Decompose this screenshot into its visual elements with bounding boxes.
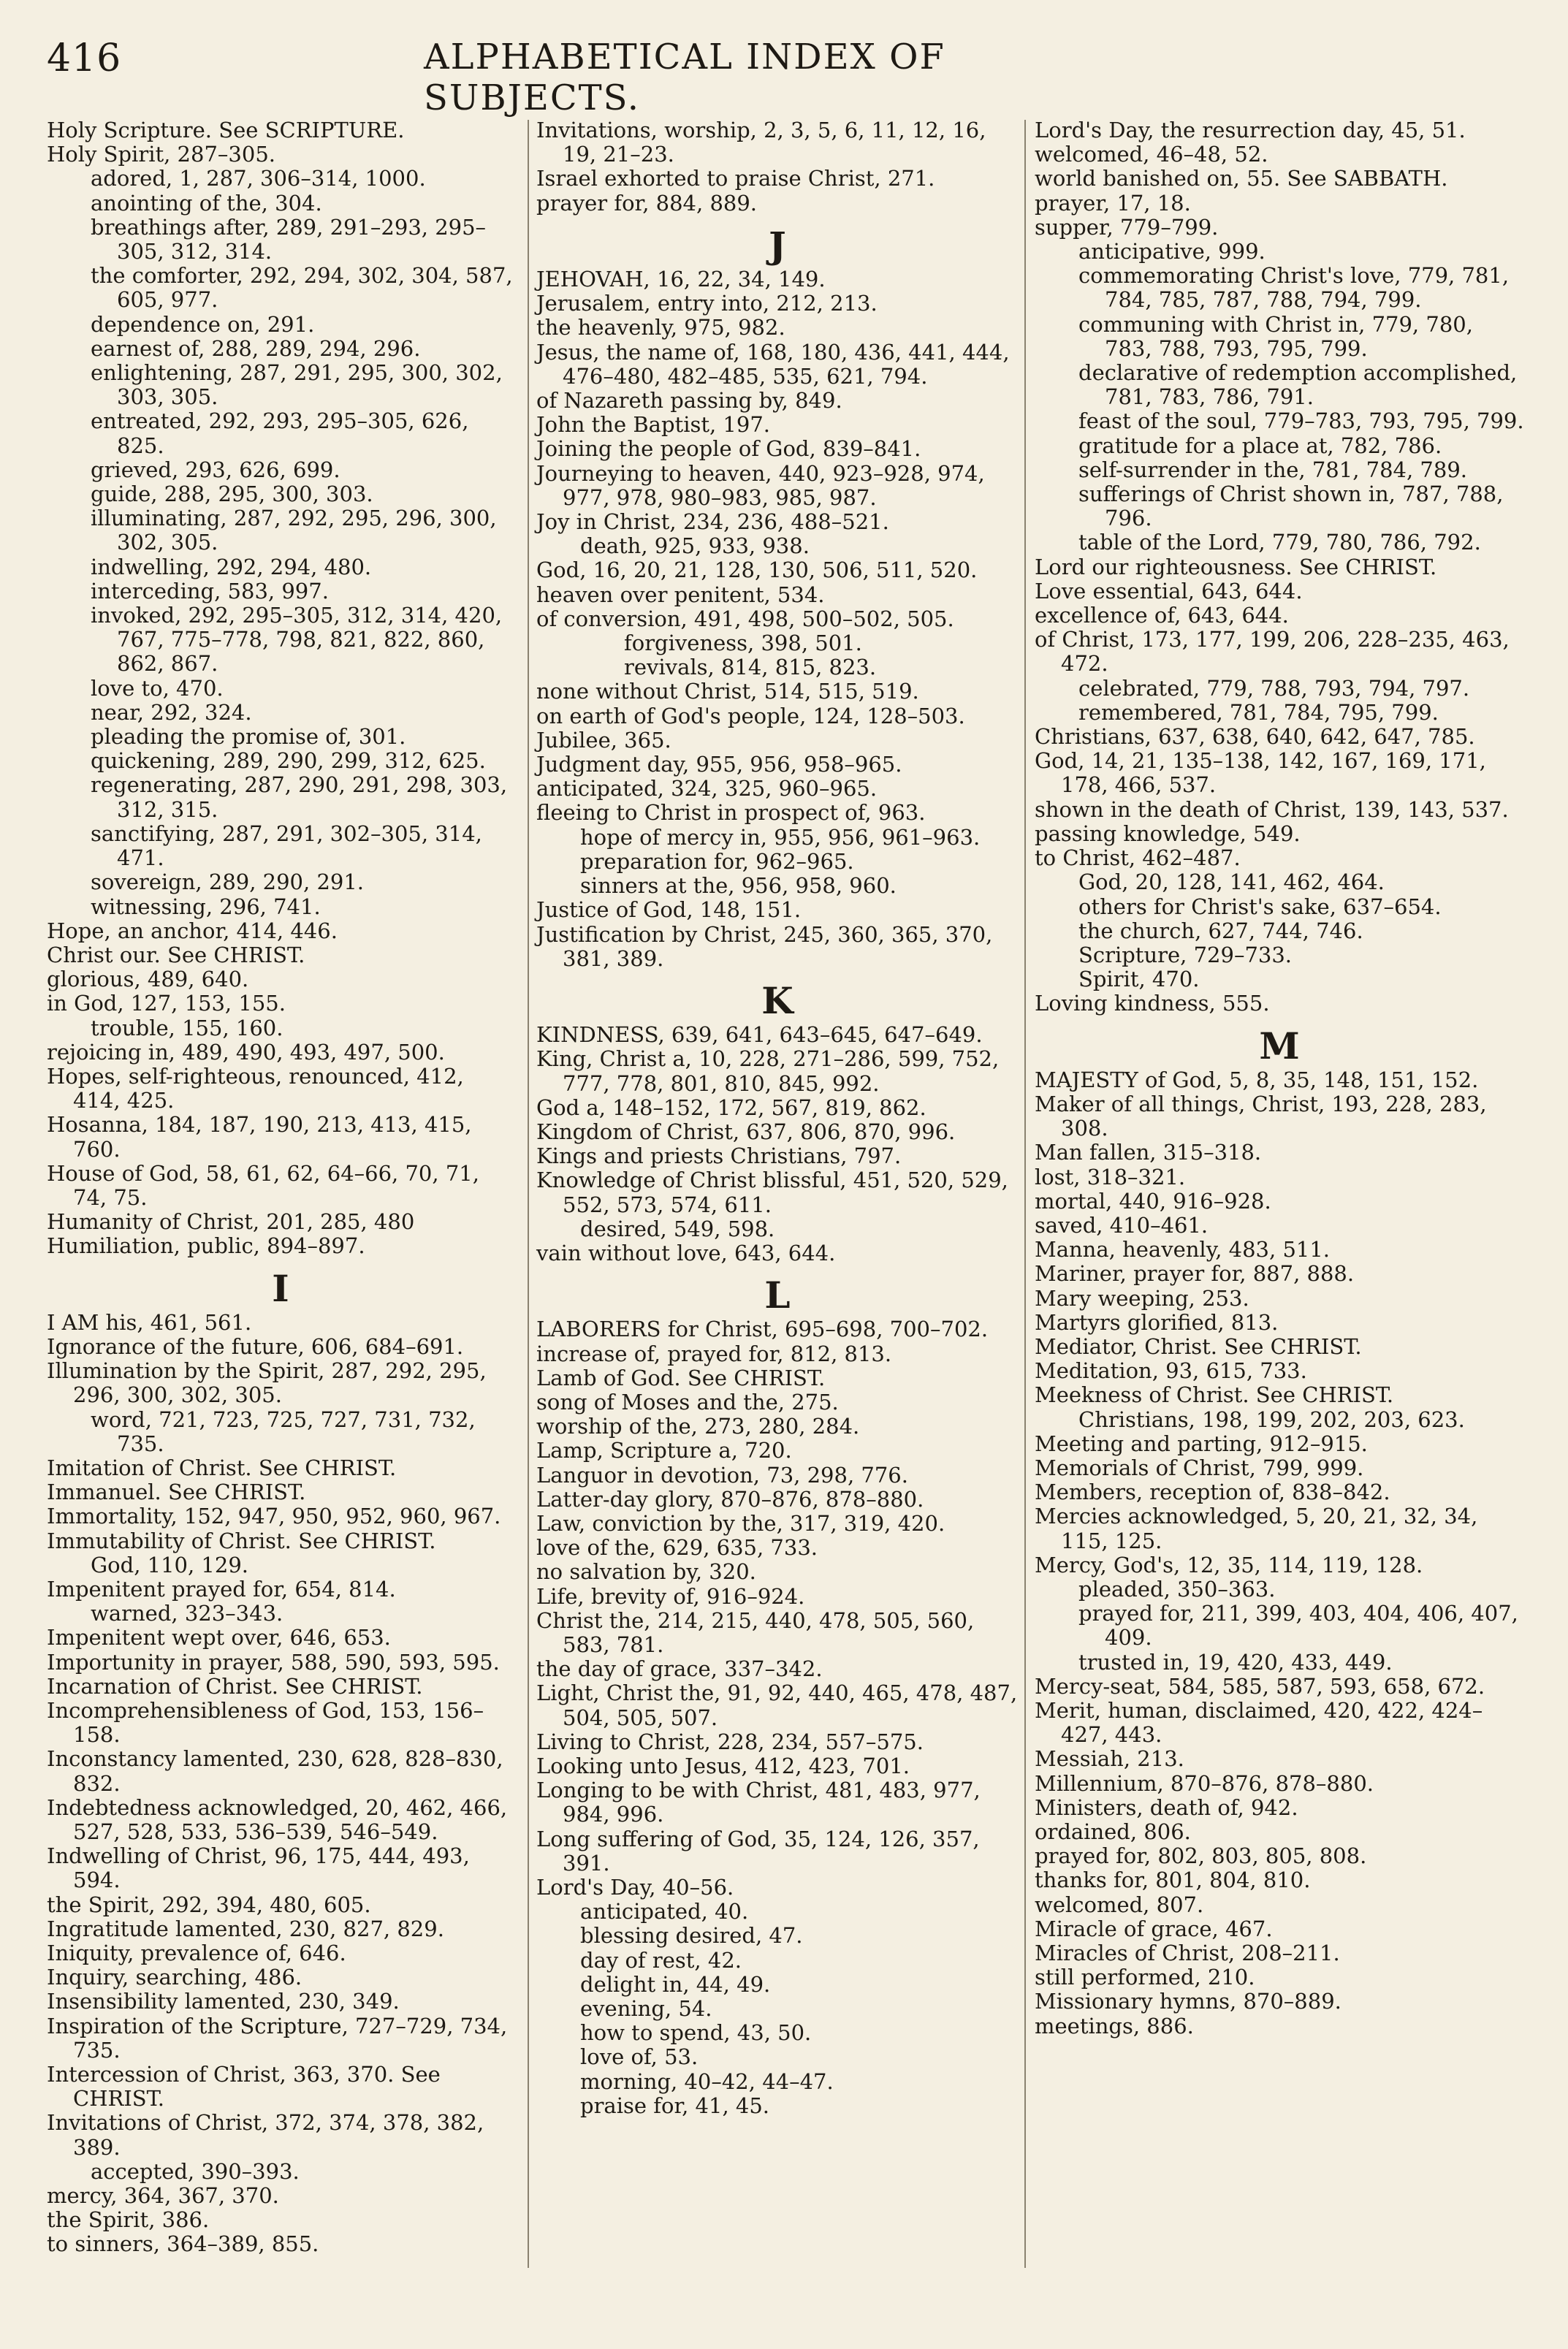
index-entry: Incarnation of Christ. See CHRIST. — [47, 1673, 423, 1699]
index-subentry: supper, 779–799. — [1035, 214, 1219, 240]
index-subentry: prayed for, 802, 803, 805, 808. — [1035, 1843, 1367, 1869]
index-entry: Holy Scripture. See SCRIPTURE. — [47, 118, 405, 142]
index-entry: Hosanna, 184, 187, 190, 213, 413, 415, 760. — [47, 1112, 472, 1162]
index-subentry: saved, 410–461. — [1035, 1212, 1209, 1238]
index-entry: Hope, an anchor, 414, 446. — [47, 918, 338, 943]
index-subentry: worship of the, 273, 280, 284. — [536, 1414, 860, 1439]
index-subentry: vain without love, 643, 644. — [536, 1240, 836, 1265]
index-entry: Light, Christ the, 91, 92, 440, 465, 478, 487, 504, 505, 507. — [536, 1680, 1018, 1730]
index-entry: Lord's Day, 40–56. — [536, 1875, 734, 1900]
index-subentry: earnest of, 288, 289, 294, 296. — [91, 335, 421, 361]
index-entry: Impenitent prayed for, 654, 814. — [47, 1576, 396, 1602]
index-entry: Immutability of Christ. See CHRIST. — [47, 1528, 436, 1553]
running-title: ALPHABETICAL INDEX OF SUBJECTS. — [424, 37, 945, 118]
index-subentry: word, 721, 723, 725, 727, 731, 732, 735. — [91, 1406, 476, 1456]
index-entry: Imitation of Christ. See CHRIST. — [47, 1455, 397, 1480]
index-entry: Incomprehensibleness of God, 153, 156–158. — [47, 1698, 484, 1748]
index-subentry: still performed, 210. — [1035, 1965, 1255, 1990]
index-entry: Meeting and parting, 912–915. — [1035, 1431, 1368, 1456]
index-column-right — [1035, 118, 1524, 2038]
index-subentry: Spirit, 470. — [1078, 967, 1200, 992]
index-subentry: no salvation by, 320. — [536, 1559, 756, 1585]
index-subentry: morning, 40–42, 44–47. — [580, 2068, 834, 2094]
index-entry: Indebtedness acknowledged, 20, 462, 466, 527, 528, 533, 536–539, 546–549. — [47, 1794, 508, 1845]
index-subentry: gratitude for a place at, 782, 786. — [1078, 433, 1442, 458]
index-entry: Mercy, God's, 12, 35, 114, 119, 128. — [1035, 1552, 1423, 1577]
index-subentry: sufferings of Christ shown in, 787, 788, 796. — [1078, 481, 1504, 531]
index-subentry: God a, 148–152, 172, 567, 819, 862. — [536, 1094, 926, 1120]
index-entry: MAJESTY of God, 5, 8, 35, 148, 151, 152. — [1035, 1067, 1479, 1092]
index-subentry: dependence on, 291. — [91, 311, 315, 337]
index-entry: Looking unto Jesus, 412, 423, 701. — [536, 1754, 910, 1778]
index-entry: Knowledge of Christ blissful, 451, 520, 529, 552, 573, 574, 611. — [536, 1168, 1008, 1217]
index-entry: Longing to be with Christ, 481, 483, 977, 984, 996. — [536, 1778, 981, 1827]
index-subentry: enlightening, 287, 291, 295, 300, 302, 303, 305. — [91, 360, 503, 410]
index-subentry: mercy, 364, 367, 370. — [47, 2183, 279, 2209]
index-subentry: communing with Christ in, 779, 780, 783, 788, 793, 795, 799. — [1078, 311, 1473, 361]
index-subentry: God, 20, 128, 141, 462, 464. — [1078, 869, 1385, 895]
index-entry: Loving kindness, 555. — [1035, 991, 1270, 1016]
index-subentry: God, 16, 20, 21, 128, 130, 506, 511, 520. — [536, 557, 978, 583]
index-entry: Meekness of Christ. See CHRIST. — [1035, 1382, 1394, 1408]
index-subentry: adored, 1, 287, 306–314, 1000. — [91, 166, 426, 191]
index-entry: Israel exhorted to praise Christ, 271. — [536, 166, 935, 191]
index-subentry: regenerating, 287, 290, 291, 298, 303, 312, 315. — [91, 772, 508, 822]
index-entry: Joy in Christ, 234, 236, 488–521. — [536, 509, 889, 535]
index-subentry: warned, 323–343. — [91, 1601, 283, 1626]
index-subentry: welcomed, 46–48, 52. — [1035, 142, 1268, 167]
index-subentry: Christ the, 214, 215, 440, 478, 505, 560, 583, 781. — [536, 1607, 975, 1657]
index-subentry: Christians, 637, 638, 640, 642, 647, 785. — [1035, 724, 1475, 750]
index-subentry: the heavenly, 975, 982. — [536, 315, 785, 340]
index-entry: Inquiry, searching, 486. — [47, 1965, 302, 1990]
index-subentry: the Spirit, 292, 394, 480, 605. — [47, 1892, 371, 1917]
index-entry: Inspiration of the Scripture, 727–729, 734, 735. — [47, 2013, 508, 2063]
index-entry: Mercy-seat, 584, 585, 587, 593, 658, 672. — [1035, 1673, 1485, 1699]
index-entry: I AM his, 461, 561. — [47, 1309, 252, 1335]
section-letter: K — [761, 978, 793, 1022]
index-entry: John the Baptist, 197. — [536, 412, 771, 438]
index-subentry: table of the Lord, 779, 780, 786, 792. — [1078, 530, 1481, 555]
index-entry: Impenitent wept over, 646, 653. — [47, 1625, 391, 1651]
index-subentry: delight in, 44, 49. — [580, 1971, 771, 1997]
index-subentry: mortal, 440, 916–928. — [1035, 1188, 1271, 1214]
index-entry: Jesus, the name of, 168, 180, 436, 441, 444, 476–480, 482–485, 535, 621, 794. — [536, 339, 1010, 389]
index-entry: Manna, heavenly, 483, 511. — [1035, 1237, 1331, 1263]
index-entry: Merit, human, disclaimed, 420, 422, 424–427, 443. — [1035, 1698, 1483, 1748]
index-entry: Indwelling of Christ, 96, 175, 444, 493, 594. — [47, 1843, 470, 1893]
index-subentry: Christians, 198, 199, 202, 203, 623. — [1078, 1406, 1465, 1432]
index-subentry: sovereign, 289, 290, 291. — [91, 869, 365, 895]
index-entry: Humanity of Christ, 201, 285, 480 — [47, 1209, 415, 1235]
index-subentry: glorious, 489, 640. — [47, 967, 249, 992]
column-divider — [1024, 120, 1026, 2268]
index-subentry: pleading the promise of, 301. — [91, 724, 406, 750]
index-subentry: prayer for, 884, 889. — [536, 190, 758, 216]
index-entry: Humiliation, public, 894–897. — [47, 1233, 365, 1259]
index-entry: Insensibility lamented, 230, 349. — [47, 1989, 400, 2014]
index-subentry: near, 292, 324. — [91, 699, 252, 725]
index-entry: Importunity in prayer, 588, 590, 593, 595. — [47, 1649, 500, 1675]
index-entry: Living to Christ, 228, 234, 557–575. — [536, 1729, 924, 1754]
index-entry: Ignorance of the future, 606, 684–691. — [47, 1333, 464, 1359]
index-subentry: accepted, 390–393. — [91, 2158, 300, 2184]
index-entry: Long suffering of God, 35, 124, 126, 357, 391. — [536, 1826, 980, 1876]
index-entry: Mariner, prayer for, 887, 888. — [1035, 1261, 1355, 1287]
index-entry: Martyrs glorified, 813. — [1035, 1309, 1279, 1335]
index-subentry: love of the, 629, 635, 733. — [536, 1535, 818, 1561]
index-subentry: anticipated, 324, 325, 960–965. — [536, 776, 878, 802]
index-subentry: excellence of, 643, 644. — [1035, 603, 1289, 628]
index-subentry: shown in the death of Christ, 139, 143, 537. — [1035, 796, 1509, 822]
index-entry: House of God, 58, 61, 62, 64–66, 70, 71, 74, 75. — [47, 1160, 479, 1210]
index-subentry: God, 14, 21, 135–138, 142, 167, 169, 171, 178, 466, 537. — [1035, 748, 1486, 798]
index-subentry: trusted in, 19, 420, 433, 449. — [1078, 1649, 1393, 1675]
index-subentry: the church, 627, 744, 746. — [1078, 918, 1363, 943]
index-subentry: lost, 318–321. — [1035, 1164, 1186, 1189]
index-subentry: to Christ, 462–487. — [1035, 845, 1241, 871]
index-entry: Miracles of Christ, 208–211. — [1035, 1941, 1340, 1966]
index-subentry: anticipated, 40. — [580, 1899, 749, 1924]
index-subentry: interceding, 583, 997. — [91, 578, 329, 604]
index-entry: Life, brevity of, 916–924. — [536, 1583, 805, 1609]
index-subentry: guide, 288, 295, 300, 303. — [91, 481, 373, 507]
index-entry: Joining the people of God, 839–841. — [536, 436, 921, 462]
index-subentry: to sinners, 364–389, 855. — [47, 2231, 319, 2257]
index-entry: Iniquity, prevalence of, 646. — [47, 1941, 346, 1966]
index-entry: Holy Spirit, 287–305. — [47, 142, 275, 167]
index-entry: Kingdom of Christ, 637, 806, 870, 996. — [536, 1119, 956, 1144]
index-subentry: love of, 53. — [580, 2044, 699, 2070]
index-subentry: song of Moses and the, 275. — [536, 1389, 839, 1415]
page-header — [47, 32, 1135, 118]
index-subentry: ordained, 806. — [1035, 1819, 1191, 1845]
index-subentry: heaven over penitent, 534. — [536, 582, 825, 607]
index-entry: Love essential, 643, 644. — [1035, 578, 1303, 604]
index-subentry: desired, 549, 598. — [580, 1216, 775, 1241]
index-entry: Invitations, worship, 2, 3, 5, 6, 11, 12, 16, 19, 21–23. — [536, 118, 986, 167]
index-subentry: indwelling, 292, 294, 480. — [91, 554, 372, 579]
index-subentry: of Christ, 173, 177, 199, 206, 228–235, 463, 472. — [1035, 627, 1510, 677]
index-entry: Immanuel. See CHRIST. — [47, 1480, 306, 1505]
index-entry: Mediator, Christ. See CHRIST. — [1035, 1333, 1362, 1359]
index-subentry: world banished on, 55. See SABBATH. — [1035, 166, 1448, 191]
index-column-middle — [536, 118, 1019, 2118]
index-entry: Inconstancy lamented, 230, 628, 828–830, 832. — [47, 1746, 503, 1796]
index-subentry: Scripture, 729–733. — [1078, 942, 1293, 967]
index-entry: Miracle of grace, 467. — [1035, 1916, 1273, 1941]
index-entry: Invitations of Christ, 372, 374, 378, 382, 389. — [47, 2110, 484, 2160]
section-letter: J — [769, 223, 786, 267]
index-entry: Lamb of God. See CHRIST. — [536, 1365, 826, 1390]
index-entry: Jerusalem, entry into, 212, 213. — [536, 291, 878, 316]
index-subentry: death, 925, 933, 938. — [580, 533, 810, 559]
index-subentry: remembered, 781, 784, 795, 799. — [1078, 699, 1439, 725]
index-entry: King, Christ a, 10, 228, 271–286, 599, 752, 777, 778, 801, 810, 845, 992. — [536, 1046, 1000, 1096]
index-subentry: prayed for, 211, 399, 403, 404, 406, 407, 409. — [1078, 1601, 1518, 1651]
index-subentry: God, 110, 129. — [91, 1552, 248, 1577]
column-divider — [528, 120, 529, 2268]
page-number: 416 — [47, 37, 122, 80]
index-subentry: of conversion, 491, 498, 500–502, 505. — [536, 606, 954, 631]
index-subentry: celebrated, 779, 788, 793, 794, 797. — [1078, 675, 1470, 701]
index-subentry: feast of the soul, 779–783, 793, 795, 799. — [1078, 408, 1524, 434]
index-entry: Illumination by the Spirit, 287, 292, 295, 296, 300, 302, 305. — [47, 1358, 487, 1408]
index-entry: Jubilee, 365. — [536, 727, 671, 753]
index-entry: JEHOVAH, 16, 22, 34, 149. — [536, 267, 826, 292]
index-subentry: anticipative, 999. — [1078, 239, 1266, 264]
index-entry: Intercession of Christ, 363, 370. See CHRIST. — [47, 2062, 441, 2112]
index-entry: Ministers, death of, 942. — [1035, 1794, 1298, 1820]
index-entry: Hopes, self-righteous, renounced, 412, 414, 425. — [47, 1063, 464, 1113]
index-entry: Languor in devotion, 73, 298, 776. — [536, 1462, 908, 1488]
index-entry: Meditation, 93, 615, 733. — [1035, 1358, 1307, 1384]
section-letter: M — [1259, 1024, 1300, 1067]
index-entry: Messiah, 213. — [1035, 1746, 1184, 1772]
index-subentry: sinners at the, 956, 958, 960. — [580, 873, 897, 899]
index-subentry: day of rest, 42. — [580, 1947, 742, 1973]
index-subentry: sanctifying, 287, 291, 302–305, 314, 471. — [91, 821, 482, 871]
index-entry: Maker of all things, Christ, 193, 228, 283, 308. — [1035, 1091, 1487, 1141]
index-entry: Millennium, 870–876, 878–880. — [1035, 1770, 1374, 1796]
index-subentry: rejoicing in, 489, 490, 493, 497, 500. — [47, 1039, 445, 1065]
index-subentry: fleeing to Christ in prospect of, 963. — [536, 800, 926, 826]
index-entry: Missionary hymns, 870–889. — [1035, 1989, 1341, 2014]
index-subentry: declarative of redemption accomplished, 781, 783, 786, 791. — [1078, 360, 1518, 410]
index-subentry: increase of, prayed for, 812, 813. — [536, 1341, 892, 1366]
index-entry: Latter-day glory, 870–876, 878–880. — [536, 1486, 924, 1512]
index-subentry: how to spend, 43, 50. — [580, 2020, 812, 2046]
index-subentry: none without Christ, 514, 515, 519. — [536, 679, 919, 704]
index-subentry: revivals, 814, 815, 823. — [624, 655, 877, 680]
index-subentry: anointing of the, 304. — [91, 190, 322, 216]
index-subentry: love to, 470. — [91, 675, 224, 701]
section-letter: L — [764, 1274, 791, 1317]
index-subentry: on earth of God's people, 124, 128–503. — [536, 703, 965, 728]
index-subentry: prayer, 17, 18. — [1035, 190, 1191, 216]
index-entry: Mercies acknowledged, 5, 20, 21, 32, 34, 115, 125. — [1035, 1504, 1478, 1553]
index-entry: Immortality, 152, 947, 950, 952, 960, 967. — [47, 1504, 501, 1529]
index-subentry: passing knowledge, 549. — [1035, 821, 1301, 846]
index-subentry: forgiveness, 398, 501. — [624, 631, 862, 656]
index-subentry: welcomed, 807. — [1035, 1892, 1204, 1917]
index-subentry: Christ our. See CHRIST. — [47, 942, 305, 967]
index-subentry: the comforter, 292, 294, 302, 304, 587, 605, 977. — [91, 263, 513, 313]
index-subentry: quickening, 289, 290, 299, 312, 625. — [91, 748, 486, 774]
index-entry: Mary weeping, 253. — [1035, 1285, 1249, 1311]
index-subentry: breathings after, 289, 291–293, 295–305, 312, 314. — [91, 214, 487, 264]
index-subentry: the Spirit, 386. — [47, 2207, 210, 2233]
index-subentry: grieved, 293, 626, 699. — [91, 457, 340, 482]
index-subentry: trouble, 155, 160. — [91, 1015, 283, 1040]
index-entry: Lord's Day, the resurrection day, 45, 51. — [1035, 118, 1466, 142]
index-entry: Kings and priests Christians, 797. — [536, 1143, 902, 1169]
index-subentry: thanks for, 801, 804, 810. — [1035, 1868, 1311, 1893]
index-entry: Journeying to heaven, 440, 923–928, 974, 977, 978, 980–983, 985, 987. — [536, 460, 985, 510]
index-subentry: self-surrender in the, 781, 784, 789. — [1078, 457, 1467, 482]
index-subentry: invoked, 292, 295–305, 312, 314, 420, 767, 775–778, 798, 821, 822, 860, 862, 867. — [91, 603, 503, 677]
index-subentry: hope of mercy in, 955, 956, 961–963. — [580, 824, 981, 850]
index-entry: Judgment day, 955, 956, 958–965. — [536, 752, 902, 777]
index-entry: Law, conviction by the, 317, 319, 420. — [536, 1510, 945, 1536]
index-entry: KINDNESS, 639, 641, 643–645, 647–649. — [536, 1022, 983, 1048]
index-entry: Justice of God, 148, 151. — [536, 897, 802, 923]
index-entry: LABORERS for Christ, 695–698, 700–702. — [536, 1317, 989, 1342]
index-subentry: entreated, 292, 293, 295–305, 626, 825. — [91, 408, 469, 458]
index-entry: Lord our righteousness. See CHRIST. — [1035, 554, 1437, 579]
index-entry: Lamp, Scripture a, 720. — [536, 1438, 792, 1463]
index-subentry: commemorating Christ's love, 779, 781, 784, 785, 787, 788, 794, 799. — [1078, 263, 1510, 313]
index-subentry: witnessing, 296, 741. — [91, 894, 321, 919]
index-subentry: pleaded, 350–363. — [1078, 1576, 1276, 1602]
index-entry: Justification by Christ, 245, 360, 365, 370, 381, 389. — [536, 921, 993, 971]
index-subentry: others for Christ's sake, 637–654. — [1078, 894, 1442, 919]
index-subentry: of Nazareth passing by, 849. — [536, 388, 842, 414]
index-subentry: blessing desired, 47. — [580, 1923, 803, 1949]
index-entry: Members, reception of, 838–842. — [1035, 1480, 1390, 1505]
index-entry: Ingratitude lamented, 230, 827, 829. — [47, 1916, 444, 1941]
index-subentry: illuminating, 287, 292, 295, 296, 300, 302, 305. — [91, 506, 497, 555]
index-subentry: meetings, 886. — [1035, 2013, 1194, 2038]
index-subentry: preparation for, 962–965. — [580, 848, 854, 874]
index-column-left — [47, 118, 514, 2257]
section-letter: I — [272, 1266, 289, 1310]
index-subentry: praise for, 41, 45. — [580, 2093, 770, 2118]
index-subentry: in God, 127, 153, 155. — [47, 991, 286, 1016]
index-subentry: the day of grace, 337–342. — [536, 1656, 823, 1682]
index-entry: Man fallen, 315–318. — [1035, 1140, 1262, 1165]
index-entry: Memorials of Christ, 799, 999. — [1035, 1455, 1364, 1480]
index-subentry: evening, 54. — [580, 1996, 712, 2022]
